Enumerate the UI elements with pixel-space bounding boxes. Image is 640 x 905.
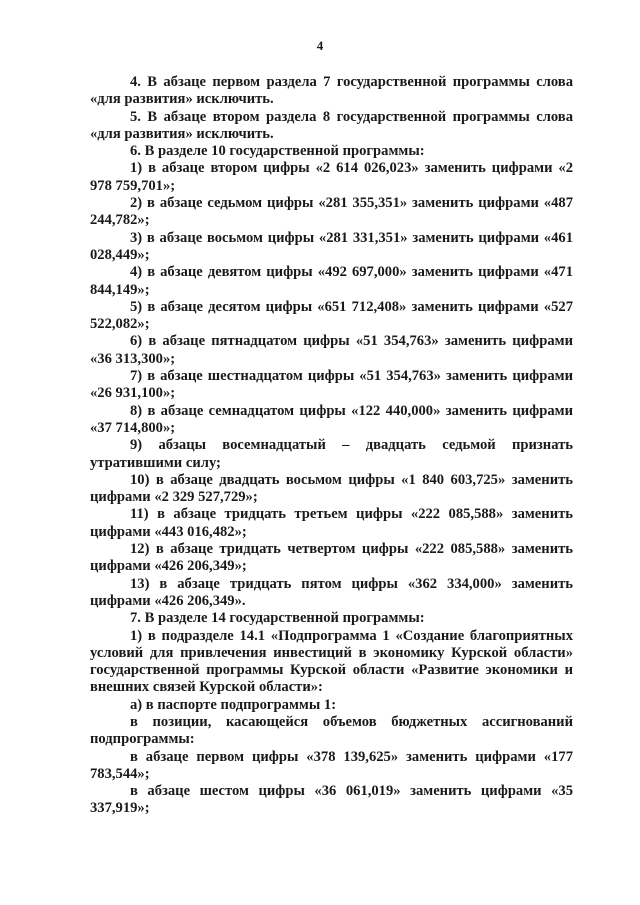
- paragraph: 6. В разделе 10 государственной программы:: [130, 143, 425, 160]
- paragraph: в абзаце первом цифры «378 139,625» заменить цифрами «177 783,544»;: [90, 748, 573, 782]
- paragraph: 4) в абзаце девятом цифры «492 697,000» заменить цифрами «471 844,149»;: [90, 264, 573, 298]
- page-number: 4: [316, 38, 324, 53]
- paragraph: 2) в абзаце седьмом цифры «281 355,351» заменить цифрами «487 244,782»;: [90, 195, 573, 229]
- paragraph: 8) в абзаце семнадцатом цифры «122 440,000» заменить цифрами «37 714,800»;: [90, 402, 573, 436]
- paragraph: 6) в абзаце пятнадцатом цифры «51 354,763» заменить цифрами «36 313,300»;: [90, 333, 573, 367]
- paragraph: 11) в абзаце тридцать третьем цифры «222 085,588» заменить цифрами «443 016,482»;: [90, 506, 573, 540]
- paragraph: 7) в абзаце шестнадцатом цифры «51 354,763» заменить цифрами «26 931,100»;: [90, 368, 573, 402]
- paragraph: 10) в абзаце двадцать восьмом цифры «1 840 603,725» заменить цифрами «2 329 527,729»;: [90, 471, 573, 506]
- paragraph: 12) в абзаце тридцать четвертом цифры «222 085,588» заменить цифрами «426 206,349»;: [90, 541, 573, 575]
- paragraph: 1) в подразделе 14.1 «Подпрограмма 1 «Создание благоприятных условий для привлечения инвестиций в экономику Курской области» государственной программы Курской области «Развитие экономики и внешних связей Курской области»:: [90, 627, 573, 696]
- paragraph: а) в паспорте подпрограммы 1:: [130, 696, 337, 713]
- paragraph: 7. В разделе 14 государственной программы:: [130, 610, 425, 627]
- paragraph: 9) абзацы восемнадцатый – двадцать седьмой признать утратившими силу;: [90, 437, 573, 471]
- paragraph: 1) в абзаце втором цифры «2 614 026,023» заменить цифрами «2 978 759,701»;: [90, 160, 573, 194]
- document-body: [90, 74, 573, 818]
- paragraph: в абзаце шестом цифры «36 061,019» заменить цифрами «35 337,919»;: [90, 783, 573, 817]
- paragraph: 13) в абзаце тридцать пятом цифры «362 334,000» заменить цифрами «426 206,349».: [90, 575, 573, 609]
- paragraph: 5. В абзаце втором раздела 8 государственной программы слова «для развития» исключить.: [90, 108, 573, 142]
- paragraph: 4. В абзаце первом раздела 7 государственной программы слова «для развития» исключить.: [90, 74, 573, 108]
- paragraph: 5) в абзаце десятом цифры «651 712,408» заменить цифрами «527 522,082»;: [90, 298, 573, 333]
- paragraph: 3) в абзаце восьмом цифры «281 331,351» заменить цифрами «461 028,449»;: [90, 229, 573, 263]
- paragraph: в позиции, касающейся объемов бюджетных ассигнований подпрограммы:: [90, 713, 573, 748]
